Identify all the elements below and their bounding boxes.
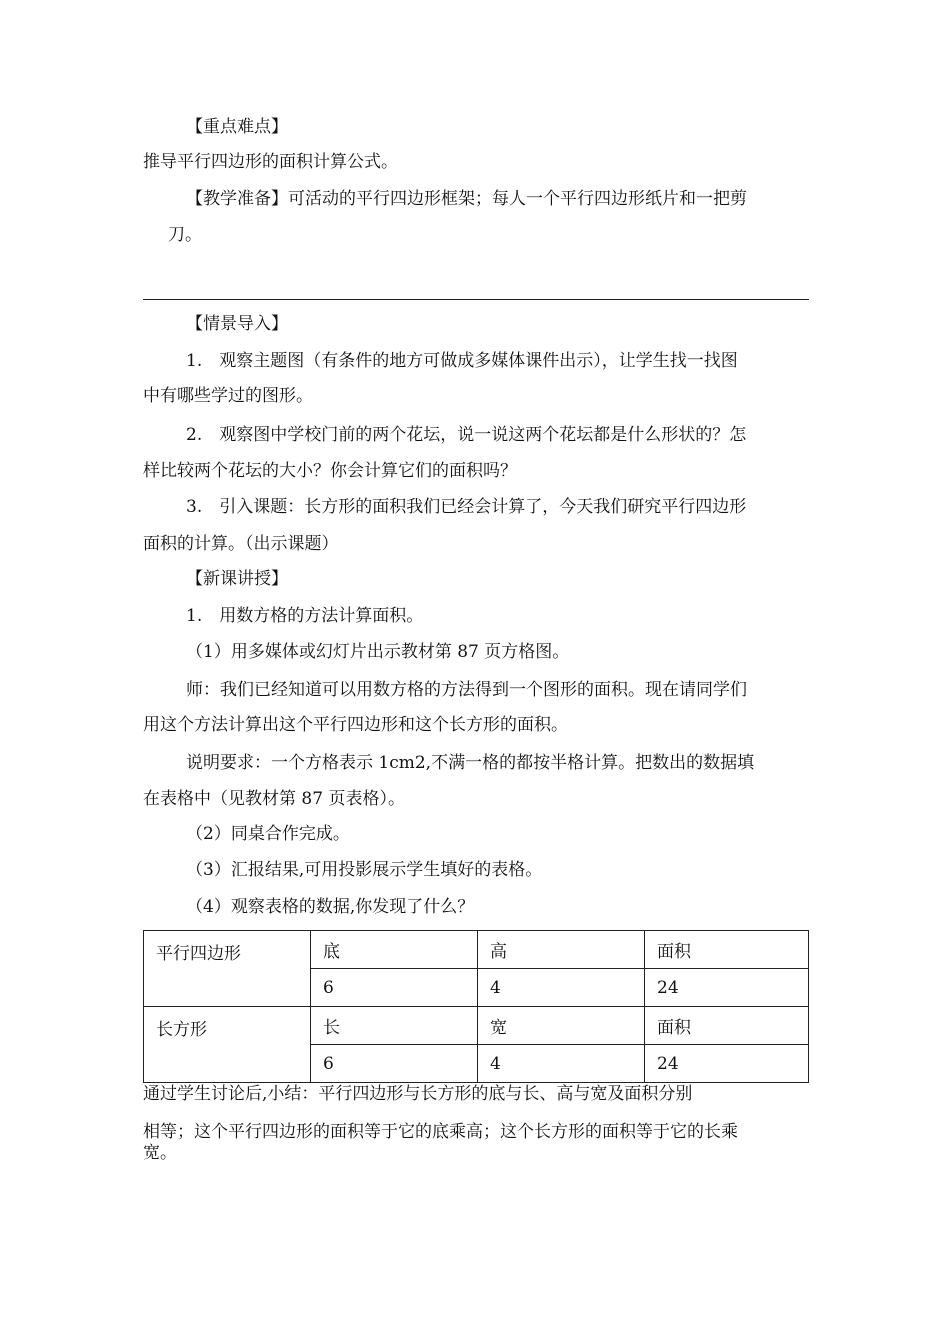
table-cell-value: 4 <box>478 969 645 1007</box>
table-cell-header: 底 <box>311 931 478 969</box>
table-cell-value: 24 <box>645 1045 809 1083</box>
table-cell-header: 宽 <box>478 1007 645 1045</box>
paragraph-text: 2. 观察图中学校门前的两个花坛，说一说这两个花坛都是什么形状的？怎 <box>186 425 747 445</box>
paragraph-text: 通过学生讨论后,小结：平行四边形与长方形的底与长、高与宽及面积分别 <box>143 1084 693 1104</box>
divider-line <box>143 299 809 300</box>
table-row <box>144 1007 809 1045</box>
paragraph-text: 1. 用数方格的方法计算面积。 <box>186 606 424 626</box>
paragraph-text: 面积的计算。（出示课题） <box>143 534 339 554</box>
table-cell-header: 高 <box>478 931 645 969</box>
heading-new-lesson: 【新课讲授】 <box>186 569 288 589</box>
paragraph-text: （1）用多媒体或幻灯片出示教材第 87 页方格图。 <box>186 642 570 662</box>
paragraph-text: 中有哪些学过的图形。 <box>143 386 313 406</box>
table-cell-parallelogram-label: 平行四边形 <box>144 931 311 1007</box>
paragraph-text: 用这个方法计算出这个平行四边形和这个长方形的面积。 <box>143 715 568 735</box>
table-cell-value: 6 <box>311 969 478 1007</box>
paragraph-text: 在表格中（见教材第 87 页表格）。 <box>143 789 405 809</box>
table-row <box>144 931 809 969</box>
paragraph-text: （3）汇报结果,可用投影展示学生填好的表格。 <box>186 860 543 880</box>
table-cell-header: 长 <box>311 1007 478 1045</box>
heading-scenario-intro: 【情景导入】 <box>186 314 288 334</box>
table-cell-value: 4 <box>478 1045 645 1083</box>
paragraph-text: 样比较两个花坛的大小？你会计算它们的面积吗？ <box>143 461 517 481</box>
paragraph-text: （4）观察表格的数据,你发现了什么？ <box>186 897 475 917</box>
paragraph-text: 师：我们已经知道可以用数方格的方法得到一个图形的面积。现在请同学们 <box>186 680 747 700</box>
paragraph-text: 推导平行四边形的面积计算公式。 <box>143 152 398 172</box>
table-cell-header: 面积 <box>645 931 809 969</box>
heading-key-points: 【重点难点】 <box>186 117 288 137</box>
comparison-table <box>143 930 809 1083</box>
paragraph-text: 相等；这个平行四边形的面积等于它的底乘高；这个长方形的面积等于它的长乘 <box>143 1122 738 1142</box>
heading-preparation: 【教学准备】可活动的平行四边形框架；每人一个平行四边形纸片和一把剪 <box>186 189 747 209</box>
table-cell-header: 面积 <box>645 1007 809 1045</box>
paragraph-text: 刀。 <box>168 225 202 245</box>
paragraph-text: 3. 引入课题：长方形的面积我们已经会计算了，今天我们研究平行四边形 <box>186 497 747 517</box>
paragraph-text: 宽。 <box>143 1143 177 1163</box>
paragraph-text: 1. 观察主题图（有条件的地方可做成多媒体课件出示），让学生找一找图 <box>186 351 738 371</box>
table-cell-value: 6 <box>311 1045 478 1083</box>
paragraph-text: （2）同桌合作完成。 <box>186 824 350 844</box>
table-cell-rectangle-label: 长方形 <box>144 1007 311 1083</box>
paragraph-text: 说明要求：一个方格表示 1cm2,不满一格的都按半格计算。把数出的数据填 <box>186 753 755 773</box>
table-cell-value: 24 <box>645 969 809 1007</box>
